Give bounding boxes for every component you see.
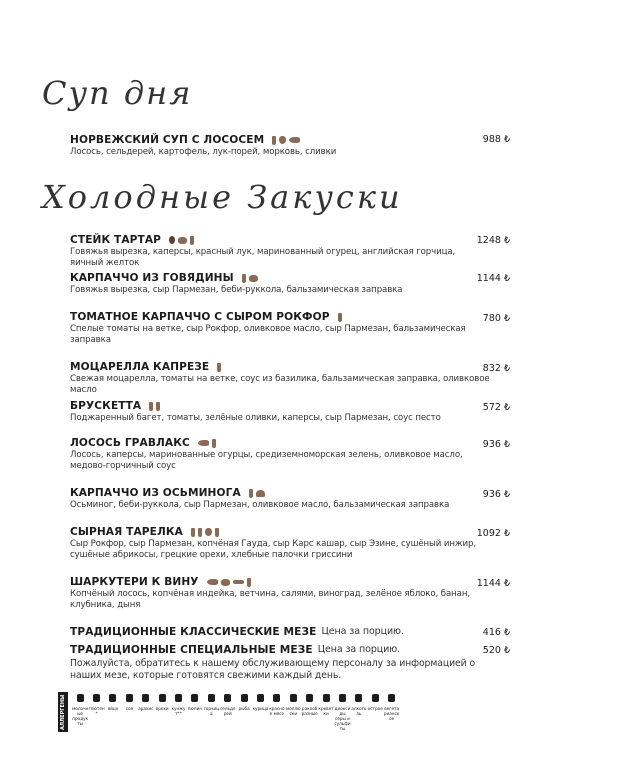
allergen-item — [170, 694, 186, 731]
item-name: СТЕЙК ТАРТАР — [70, 234, 162, 246]
sulphite-icon — [339, 694, 346, 702]
item-price-note: Цена за порцию. — [321, 625, 404, 637]
mustard-icon — [247, 578, 251, 587]
item-name: СЫРНАЯ ТАРЕЛКА — [70, 526, 183, 538]
item-description: Лосось, каперсы, маринованные огурцы, средиземноморская зелень, оливковое масло, медово-горчичный соус — [70, 450, 463, 471]
milk-icon — [191, 528, 195, 537]
vegetarian-icon — [388, 694, 395, 702]
lupin-icon — [191, 694, 198, 702]
allergen-item — [220, 694, 236, 731]
mustard-icon — [212, 439, 216, 448]
allergen-label: алкоголь — [351, 706, 367, 716]
item-price: 1092 ₺ — [476, 528, 510, 539]
fish-icon — [241, 694, 248, 702]
menu-item[interactable] — [70, 576, 490, 610]
allergen-label: креветки — [318, 706, 334, 716]
allergen-label: арахис — [138, 706, 154, 711]
spicy-icon — [372, 694, 379, 702]
nut-icon — [205, 528, 212, 536]
item-price: 780 ₺ — [482, 313, 510, 324]
allergen-item — [203, 694, 219, 731]
allergen-item — [301, 694, 317, 731]
menu-item[interactable] — [70, 272, 490, 296]
item-description: Поджаренный багет, томаты, зелёные оливки, каперсы, сыр Пармезан, соус песто — [70, 413, 441, 423]
shrimp-icon — [323, 694, 330, 702]
allergen-label: красное мясо — [269, 706, 285, 716]
egg-icon — [169, 236, 175, 244]
allergen-item — [383, 694, 399, 731]
allergen-label: орехи — [155, 706, 169, 711]
item-name: ТРАДИЦИОННЫЕ СПЕЦИАЛЬНЫЕ МЕЗЕ — [70, 644, 313, 656]
chili-icon — [233, 580, 244, 584]
peanut-icon — [142, 694, 149, 702]
allergen-item — [318, 694, 334, 731]
allergen-label: острое — [367, 706, 383, 711]
menu-item[interactable] — [70, 487, 490, 511]
celery-icon — [224, 694, 231, 702]
soy-icon — [126, 694, 133, 702]
item-name: ТРАДИЦИОННЫЕ КЛАССИЧЕСКИЕ МЕЗЕ — [70, 626, 317, 638]
sesame-icon — [175, 694, 182, 702]
allergen-item — [285, 694, 301, 731]
menu-item[interactable] — [70, 400, 490, 424]
allergen-legend-label: АЛЛЕРГЕНЫ — [58, 692, 68, 732]
allergen-item — [121, 694, 137, 731]
item-price: 1144 ₺ — [476, 578, 510, 589]
menu-item-soup[interactable] — [70, 134, 490, 158]
milk-icon — [249, 489, 253, 498]
item-description: Говяжья вырезка, сыр Пармезан, беби-руккола, бальзамическая заправка — [70, 285, 403, 295]
meat-icon — [221, 579, 230, 586]
allergen-label: горчица — [203, 706, 220, 716]
allergen-item — [252, 694, 268, 731]
allergen-label: рыба — [238, 706, 250, 711]
allergen-label: курица — [252, 706, 269, 711]
item-price: 936 ₺ — [482, 439, 510, 450]
item-description: Говяжья вырезка, каперсы, красный лук, маринованный огурец, английская горчица, яичный желток — [70, 247, 456, 268]
mollusc-icon — [256, 490, 265, 497]
allergen-label: вегетарианское — [383, 706, 400, 721]
egg-icon — [109, 694, 116, 702]
item-name: НОРВЕЖСКИЙ СУП С ЛОСОСЕМ — [70, 134, 265, 146]
item-description: Копчёный лосось, копчёная индейка, ветчина, салями, виноград, зелёное яблоко, банан, клубника, дыня — [70, 589, 470, 610]
menu-item[interactable] — [70, 437, 490, 471]
allergen-label: ракообразные — [301, 706, 318, 716]
item-price: 416 ₺ — [482, 627, 510, 638]
item-description: Свежая моцарелла, томаты на ветке, соус из базилика, бальзамическая заправка, оливковое масло — [70, 374, 490, 395]
allergen-label: моллюски — [285, 706, 301, 716]
allergen-item — [72, 694, 88, 731]
item-name: ШАРКУТЕРИ К ВИНУ — [70, 576, 199, 588]
item-price: 1144 ₺ — [476, 273, 510, 284]
milk-icon — [272, 136, 276, 145]
fish-icon — [198, 440, 209, 446]
section-title-cold-appetizers: Холодные Закуски — [42, 178, 403, 216]
milk-icon — [190, 236, 194, 245]
gluten-icon — [198, 528, 202, 537]
mollusc-icon — [290, 694, 297, 702]
allergen-item — [88, 694, 104, 731]
allergen-item — [334, 694, 350, 731]
item-price: 988 ₺ — [482, 134, 510, 145]
item-description: Спелые томаты на ветке, сыр Рокфор, оливковое масло, сыр Пармезан, бальзамическая заправка — [70, 324, 466, 345]
item-name: БРУСКЕТТА — [70, 400, 142, 412]
gluten-icon — [156, 402, 160, 411]
menu-item[interactable] — [70, 234, 490, 268]
allergen-label: яйцо — [107, 706, 119, 711]
crustacean-icon — [306, 694, 313, 702]
item-price: 520 ₺ — [482, 645, 510, 656]
allergen-label: кунжут** — [171, 706, 186, 716]
allergen-item — [187, 694, 203, 731]
item-description: Сыр Рокфор, сыр Пармезан, копчёная Гауда, сыр Карс кашар, сыр Эзине, сушёный инжир, сушёные абрикосы, грецкие орехи, хлебные палочки гриссини — [70, 539, 476, 560]
menu-item[interactable] — [70, 361, 490, 395]
allergen-label: глютен* — [88, 706, 105, 716]
item-price: 832 ₺ — [482, 363, 510, 374]
item-name: ЛОСОСЬ ГРАВЛАКС — [70, 437, 190, 449]
item-description: Лосось, сельдерей, картофель, лук-порей, морковь, сливки — [70, 147, 337, 157]
nut-icon — [159, 694, 166, 702]
milk-icon — [338, 313, 342, 322]
allergen-item — [367, 694, 383, 731]
item-price-note: Цена за порцию. — [317, 643, 401, 655]
allergen-label: люпин — [187, 706, 203, 711]
milk-icon — [149, 402, 153, 411]
section-title-soup: Суп дня — [42, 74, 193, 112]
fish-icon — [207, 579, 218, 585]
item-name: МОЦАРЕЛЛА КАПРЕЗЕ — [70, 361, 210, 373]
allergen-item — [269, 694, 285, 731]
allergen-item — [154, 694, 170, 731]
nut-icon — [279, 136, 286, 144]
milk-icon — [242, 274, 246, 283]
allergen-legend — [58, 692, 498, 744]
menu-item[interactable] — [70, 311, 490, 345]
allergen-item — [138, 694, 154, 731]
item-price: 572 ₺ — [482, 402, 510, 413]
item-price: 936 ₺ — [482, 489, 510, 500]
meat-icon — [178, 237, 187, 244]
item-name: ТОМАТНОЕ КАРПАЧЧО С СЫРОМ РОКФОР — [70, 311, 330, 323]
allergen-item — [351, 694, 367, 731]
allergen-label: молочные продукты — [72, 706, 89, 726]
allergen-list — [72, 694, 400, 731]
allergen-label: диоксиды серы и сульфиты — [334, 706, 351, 731]
mustard-icon — [208, 694, 215, 702]
menu-item-meze-classic[interactable] — [70, 626, 490, 638]
meat-icon — [273, 694, 280, 702]
meze-note: Пожалуйста, обратитесь к нашему обслуживающему персоналу за информацией о наших мезе, которые готовятся свежими каждый день. — [70, 658, 476, 681]
item-name: КАРПАЧЧО ИЗ ГОВЯДИНЫ — [70, 272, 234, 284]
gluten-icon — [93, 694, 100, 702]
milk-icon — [77, 694, 84, 702]
fish-icon — [289, 137, 300, 143]
item-price: 1248 ₺ — [476, 235, 510, 246]
chicken-icon — [257, 694, 264, 702]
allergen-label: соя — [125, 706, 134, 711]
alcohol-icon — [355, 694, 362, 702]
menu-item[interactable] — [70, 526, 490, 560]
item-name: КАРПАЧЧО ИЗ ОСЬМИНОГА — [70, 487, 241, 499]
allergen-item — [105, 694, 121, 731]
menu-item-meze-special[interactable] — [70, 644, 490, 682]
item-description: Осьминог, беби-руккола, сыр Пармезан, оливковое масло, бальзамическая заправка — [70, 500, 450, 510]
allergen-item — [236, 694, 252, 731]
meat-icon — [249, 275, 258, 282]
milk-icon — [217, 363, 221, 372]
mustard-icon — [215, 528, 219, 537]
allergen-label: сельдерей — [219, 706, 236, 716]
